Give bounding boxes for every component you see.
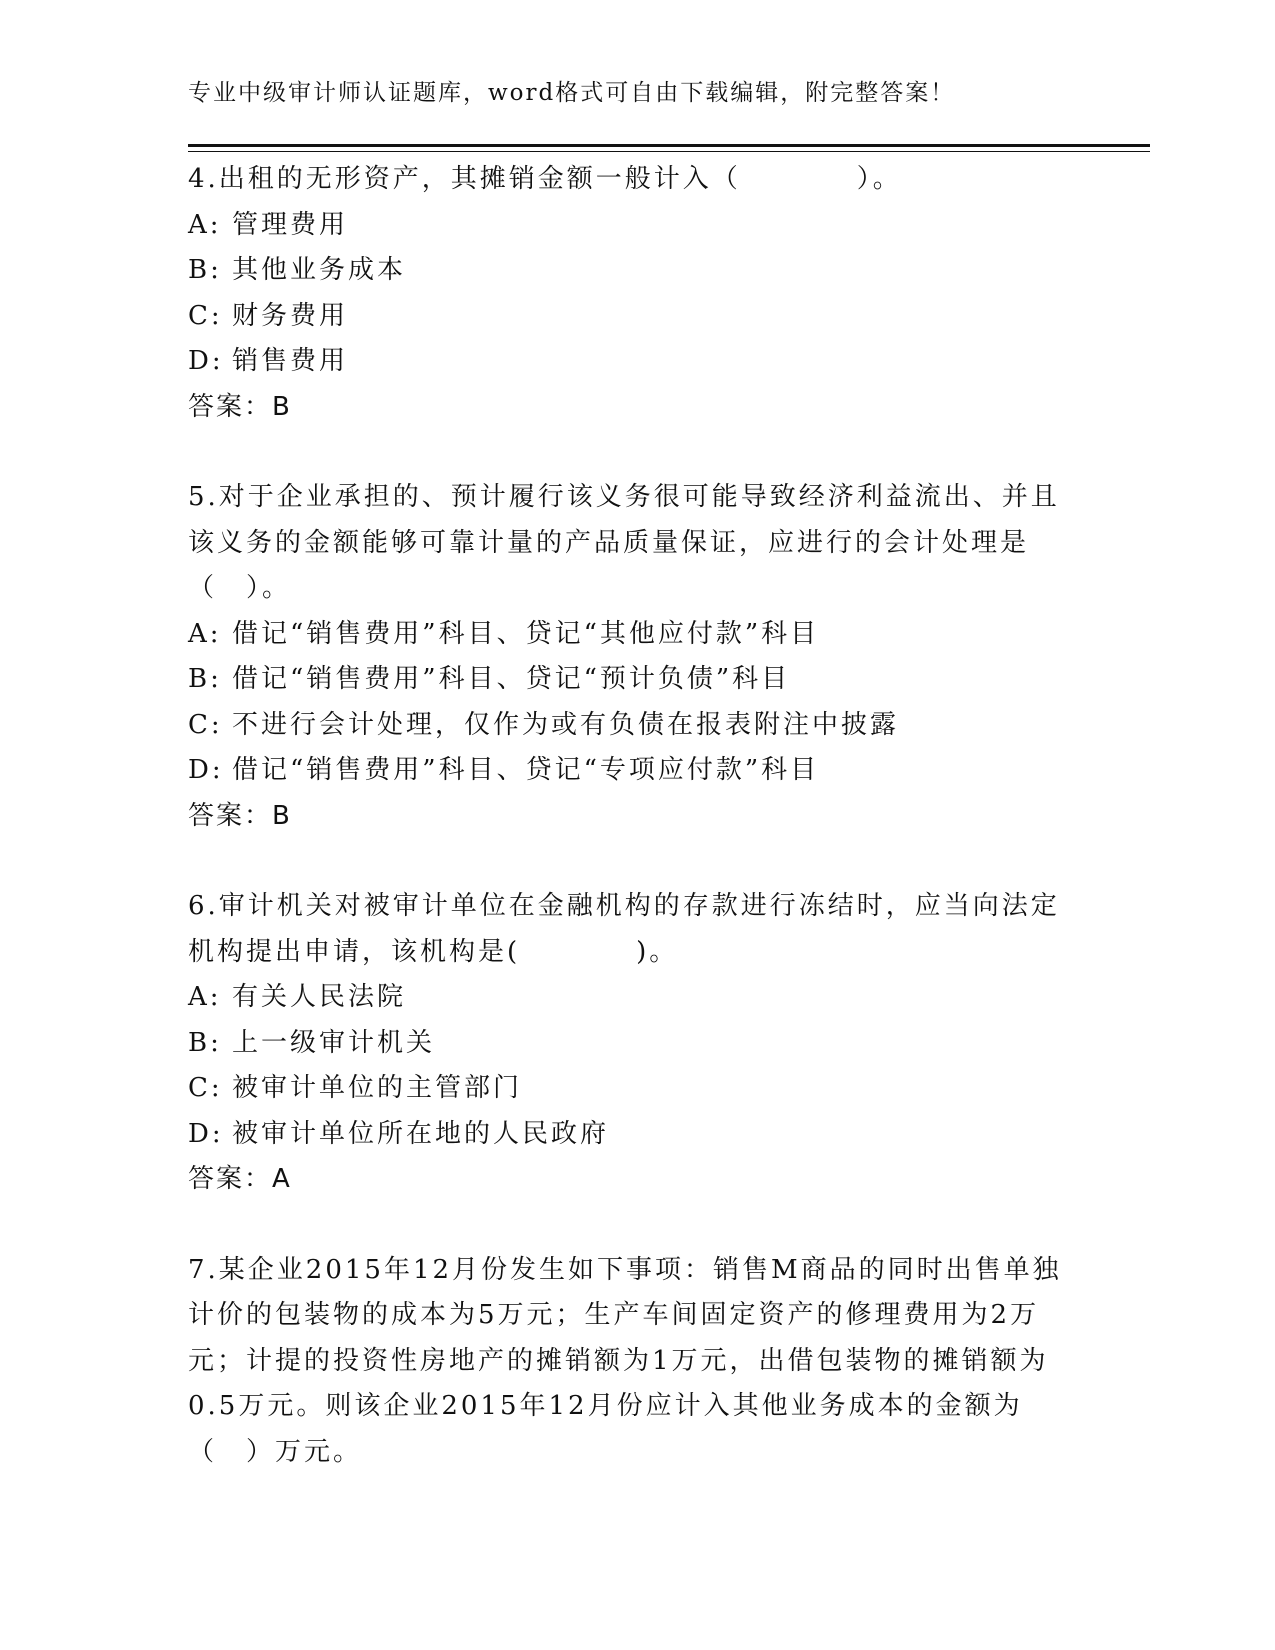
question-block: [188, 1248, 1078, 1476]
question-list: [188, 157, 1078, 1475]
option-letter: C:: [188, 300, 223, 331]
option-text: 销售费用: [232, 346, 349, 376]
page-header: 专业中级审计师认证题库，word格式可自由下载编辑，附完整答案！: [188, 80, 956, 106]
option-b: [188, 248, 1078, 294]
spacer: [188, 430, 1078, 475]
option-text: 管理费用: [232, 209, 349, 240]
question-stem: 6.审计机关对被审计单位在金融机构的存款进行冻结时，应当向法定机构提出申请，该机构是( )。: [188, 891, 1060, 967]
option-c: [188, 703, 1078, 749]
option-letter: A:: [188, 982, 222, 1012]
question-stem: 4.出租的无形资产，其摊销金额一般计入（ ）。: [188, 164, 902, 194]
question-stem: 5.对于企业承担的、预计履行该义务很可能导致经济利益流出、并且该义务的金额能够可靠计量的产品质量保证，应进行的会计处理是（ ）。: [188, 482, 1060, 603]
answer-line: 答案：B: [188, 391, 292, 422]
option-a: [188, 203, 1078, 249]
question-block: [188, 475, 1078, 839]
option-text: 其他业务成本: [232, 255, 407, 285]
option-letter: B:: [188, 1027, 222, 1058]
option-text: 财务费用: [232, 300, 349, 331]
option-c: [188, 294, 1078, 340]
option-a: [188, 612, 1078, 658]
header-divider-thick: [188, 144, 1150, 147]
option-d: [188, 339, 1078, 385]
question-stem: 7.某企业2015年12月份发生如下事项：销售M商品的同时出售单独计价的包装物的成本为5万元；生产车间固定资产的修理费用为2万元；计提的投资性房地产的摊销额为1万元，出借包装物的摊销额为0.5万元。则该企业2015年12月份应计入其他业务成本的金额为（ ）万元。: [188, 1254, 1062, 1467]
option-letter: D:: [188, 755, 224, 785]
option-a: [188, 975, 1078, 1021]
option-b: [188, 1021, 1078, 1067]
option-text: 被审计单位的主管部门: [232, 1073, 523, 1103]
option-text: 有关人民法院: [232, 982, 407, 1012]
option-letter: A:: [188, 209, 222, 240]
answer-line: 答案：A: [188, 1164, 292, 1194]
option-letter: C:: [188, 1073, 223, 1103]
option-letter: B:: [188, 664, 222, 694]
option-text: 不进行会计处理，仅作为或有负债在报表附注中披露: [232, 709, 900, 740]
spacer: [188, 1203, 1078, 1248]
question-block: [188, 157, 1078, 430]
header-divider-thin: [188, 151, 1150, 152]
option-letter: D:: [188, 1118, 224, 1149]
option-text: 借记“销售费用”科目、贷记“专项应付款”科目: [232, 755, 820, 785]
option-text: 借记“销售费用”科目、贷记“其他应付款”科目: [232, 618, 820, 649]
option-d: [188, 748, 1078, 794]
option-letter: C:: [188, 709, 223, 740]
option-c: [188, 1066, 1078, 1112]
option-text: 上一级审计机关: [232, 1027, 436, 1058]
option-d: [188, 1112, 1078, 1158]
option-text: 借记“销售费用”科目、贷记“预计负债”科目: [232, 664, 791, 694]
answer-line: 答案：B: [188, 800, 292, 831]
question-block: [188, 884, 1078, 1203]
option-letter: D:: [188, 346, 224, 376]
option-b: [188, 657, 1078, 703]
option-letter: A:: [188, 618, 222, 649]
option-text: 被审计单位所在地的人民政府: [232, 1118, 610, 1149]
spacer: [188, 839, 1078, 884]
option-letter: B:: [188, 255, 222, 285]
